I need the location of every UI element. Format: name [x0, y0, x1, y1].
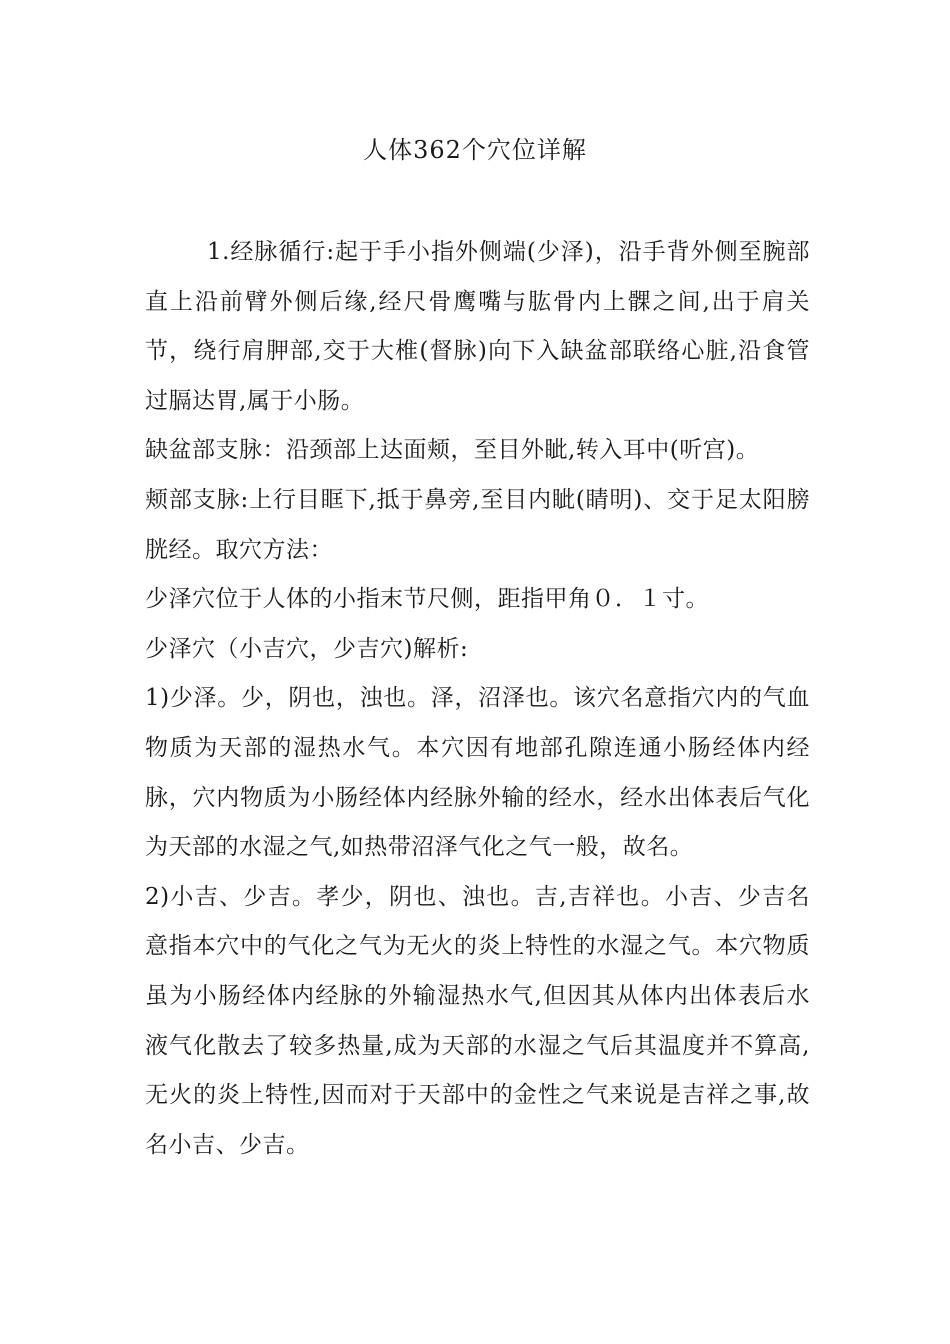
paragraph-shaoze-explanation: 1)少泽。少，阴也，浊也。泽，沼泽也。该穴名意指穴内的气血物质为天部的湿热水气。本穴因有地部孔隙连通小肠经体内经脉，穴内物质为小肠经体内经脉外输的经水，经水出体表后气化为天部的水湿之气,如热带沼泽气化之气一般，故名。: [145, 685, 810, 861]
paragraph-quepen-branch: 缺盆部支脉：沿颈部上达面颊，至目外眦,转入耳中(听宫)。: [145, 437, 760, 464]
paragraph-meridian-course: 1.经脉循行:起于手小指外侧端(少泽)，沿手背外侧至腕部直上沿前臂外侧后缘,经尺骨鹰嘴与肱骨内上髁之间,出于肩关节，绕行肩胛部,交于大椎(督脉)向下入缺盆部联络心脏,沿食管过膈达胃,属于小肠。: [145, 239, 810, 414]
paragraph-shaoze-heading: 少泽穴（小吉穴，少吉穴)解析:: [145, 635, 469, 662]
document-title: 人体362个穴位详解: [363, 136, 587, 164]
paragraph-cheek-branch: 颊部支脉:上行目眶下,抵于鼻旁,至目内眦(睛明)、交于足太阳膀胱经。取穴方法：: [145, 486, 810, 563]
paragraph-xiaoji-explanation: 2)小吉、少吉。孝少，阴也、浊也。吉,吉祥也。小吉、少吉名意指本穴中的气化之气为无火的炎上特性的水湿之气。本穴物质虽为小肠经体内经脉的外输湿热水气,但因其从体内出体表后水液气化散去了较多热量,成为天部的水湿之气后其温度并不算高,无火的炎上特性,因而对于天部中的金性之气来说是吉祥之事,故名小吉、少吉。: [145, 883, 810, 1158]
document-body: [145, 228, 810, 1170]
paragraph-shaoze-location: 少泽穴位于人体的小指末节尺侧，距指甲角０．１寸。: [145, 586, 709, 613]
